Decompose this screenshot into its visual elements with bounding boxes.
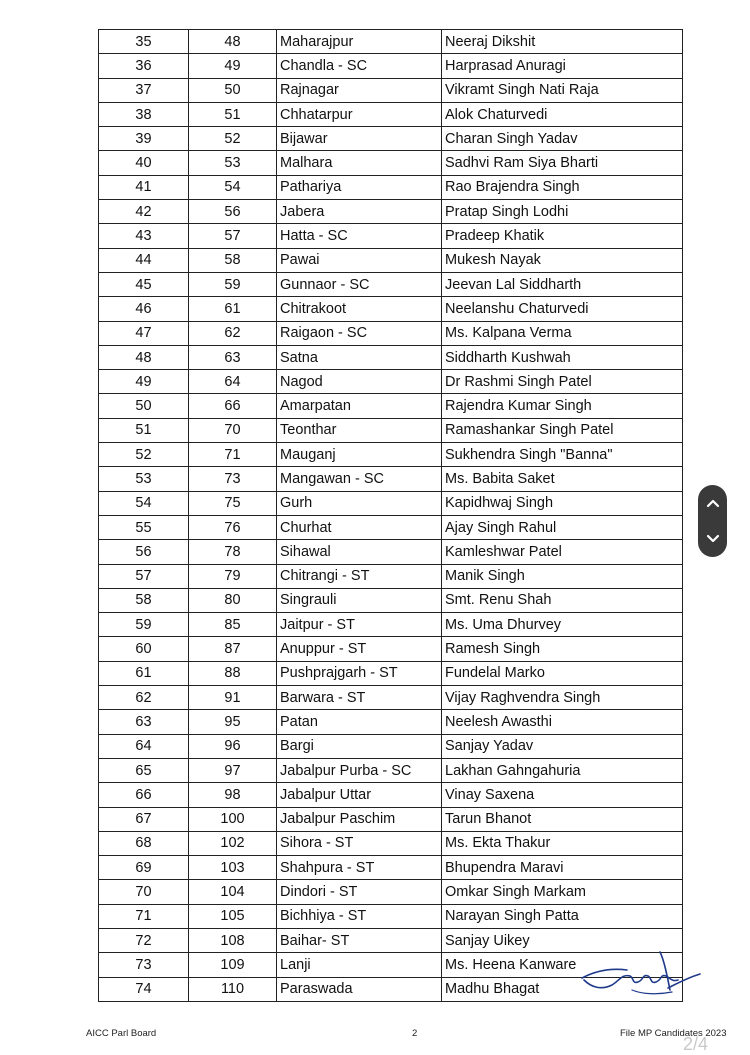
- table-row: [99, 370, 683, 394]
- table-row: [99, 321, 683, 345]
- ac-number-cell: 59: [189, 272, 277, 296]
- candidate-name-cell: Mukesh Nayak: [442, 248, 683, 272]
- constituency-cell: Hatta - SC: [277, 224, 442, 248]
- serial-cell: 66: [99, 783, 189, 807]
- serial-cell: 50: [99, 394, 189, 418]
- constituency-cell: Churhat: [277, 515, 442, 539]
- serial-cell: 38: [99, 102, 189, 126]
- serial-cell: 48: [99, 345, 189, 369]
- serial-cell: 55: [99, 515, 189, 539]
- candidate-name-cell: Sadhvi Ram Siya Bharti: [442, 151, 683, 175]
- ac-number-cell: 50: [189, 78, 277, 102]
- table-row: [99, 127, 683, 151]
- ac-number-cell: 61: [189, 297, 277, 321]
- table-row: [99, 78, 683, 102]
- table-row: [99, 540, 683, 564]
- constituency-cell: Chandla - SC: [277, 54, 442, 78]
- serial-cell: 74: [99, 977, 189, 1001]
- chevron-down-icon[interactable]: [703, 529, 723, 549]
- ac-number-cell: 96: [189, 734, 277, 758]
- candidate-name-cell: Ms. Babita Saket: [442, 467, 683, 491]
- table-row: [99, 151, 683, 175]
- serial-cell: 63: [99, 710, 189, 734]
- constituency-cell: Pathariya: [277, 175, 442, 199]
- ac-number-cell: 103: [189, 856, 277, 880]
- table-row: [99, 831, 683, 855]
- constituency-cell: Rajnagar: [277, 78, 442, 102]
- constituency-cell: Jabalpur Uttar: [277, 783, 442, 807]
- serial-cell: 47: [99, 321, 189, 345]
- candidate-name-cell: Ms. Uma Dhurvey: [442, 613, 683, 637]
- constituency-cell: Patan: [277, 710, 442, 734]
- page-indicator: 2/4: [683, 1034, 709, 1054]
- table-row: [99, 248, 683, 272]
- table-row: [99, 54, 683, 78]
- candidate-name-cell: Kapidhwaj Singh: [442, 491, 683, 515]
- candidate-name-cell: Fundelal Marko: [442, 661, 683, 685]
- serial-cell: 45: [99, 272, 189, 296]
- constituency-cell: Satna: [277, 345, 442, 369]
- candidate-name-cell: Manik Singh: [442, 564, 683, 588]
- serial-cell: 36: [99, 54, 189, 78]
- candidate-name-cell: Dr Rashmi Singh Patel: [442, 370, 683, 394]
- table-row: [99, 443, 683, 467]
- constituency-cell: Jaitpur - ST: [277, 613, 442, 637]
- ac-number-cell: 76: [189, 515, 277, 539]
- ac-number-cell: 63: [189, 345, 277, 369]
- constituency-cell: Baihar- ST: [277, 928, 442, 952]
- table-row: [99, 515, 683, 539]
- serial-cell: 54: [99, 491, 189, 515]
- footer-left: AICC Parl Board: [86, 1028, 157, 1039]
- ac-number-cell: 71: [189, 443, 277, 467]
- constituency-cell: Barwara - ST: [277, 686, 442, 710]
- candidate-name-cell: Siddharth Kushwah: [442, 345, 683, 369]
- candidate-name-cell: Kamleshwar Patel: [442, 540, 683, 564]
- serial-cell: 59: [99, 613, 189, 637]
- constituency-cell: Gunnaor - SC: [277, 272, 442, 296]
- candidate-name-cell: Madhu Bhagat: [442, 977, 683, 1001]
- constituency-cell: Singrauli: [277, 588, 442, 612]
- table-row: [99, 297, 683, 321]
- candidate-name-cell: Rajendra Kumar Singh: [442, 394, 683, 418]
- table-row: [99, 856, 683, 880]
- candidate-name-cell: Bhupendra Maravi: [442, 856, 683, 880]
- candidate-name-cell: Sanjay Yadav: [442, 734, 683, 758]
- ac-number-cell: 54: [189, 175, 277, 199]
- table-row: [99, 783, 683, 807]
- serial-cell: 60: [99, 637, 189, 661]
- serial-cell: 62: [99, 686, 189, 710]
- table-row: [99, 175, 683, 199]
- serial-cell: 39: [99, 127, 189, 151]
- ac-number-cell: 58: [189, 248, 277, 272]
- table-row: [99, 661, 683, 685]
- candidate-name-cell: Neeraj Dikshit: [442, 30, 683, 54]
- ac-number-cell: 95: [189, 710, 277, 734]
- ac-number-cell: 64: [189, 370, 277, 394]
- constituency-cell: Jabalpur Paschim: [277, 807, 442, 831]
- constituency-cell: Maharajpur: [277, 30, 442, 54]
- candidate-name-cell: Ajay Singh Rahul: [442, 515, 683, 539]
- candidate-name-cell: Omkar Singh Markam: [442, 880, 683, 904]
- serial-cell: 67: [99, 807, 189, 831]
- ac-number-cell: 108: [189, 928, 277, 952]
- serial-cell: 65: [99, 758, 189, 782]
- candidate-name-cell: Harprasad Anuragi: [442, 54, 683, 78]
- table-row: [99, 637, 683, 661]
- ac-number-cell: 53: [189, 151, 277, 175]
- table-row: [99, 807, 683, 831]
- serial-cell: 57: [99, 564, 189, 588]
- candidate-name-cell: Neelanshu Chaturvedi: [442, 297, 683, 321]
- candidates-table-body: [99, 30, 683, 1002]
- table-row: [99, 224, 683, 248]
- candidate-name-cell: Vikramt Singh Nati Raja: [442, 78, 683, 102]
- candidate-name-cell: Vijay Raghvendra Singh: [442, 686, 683, 710]
- table-row: [99, 904, 683, 928]
- table-row: [99, 30, 683, 54]
- ac-number-cell: 109: [189, 953, 277, 977]
- candidate-name-cell: Ms. Heena Kanware: [442, 953, 683, 977]
- serial-cell: 68: [99, 831, 189, 855]
- table-row: [99, 613, 683, 637]
- ac-number-cell: 87: [189, 637, 277, 661]
- candidate-name-cell: Neelesh Awasthi: [442, 710, 683, 734]
- constituency-cell: Lanji: [277, 953, 442, 977]
- candidate-name-cell: Ms. Ekta Thakur: [442, 831, 683, 855]
- serial-cell: 53: [99, 467, 189, 491]
- ac-number-cell: 102: [189, 831, 277, 855]
- ac-number-cell: 51: [189, 102, 277, 126]
- constituency-cell: Paraswada: [277, 977, 442, 1001]
- table-row: [99, 467, 683, 491]
- constituency-cell: Sihora - ST: [277, 831, 442, 855]
- candidate-name-cell: Sukhendra Singh "Banna": [442, 443, 683, 467]
- constituency-cell: Nagod: [277, 370, 442, 394]
- serial-cell: 35: [99, 30, 189, 54]
- candidate-name-cell: Alok Chaturvedi: [442, 102, 683, 126]
- constituency-cell: Bargi: [277, 734, 442, 758]
- serial-cell: 41: [99, 175, 189, 199]
- signature-image: [572, 940, 707, 1005]
- serial-cell: 73: [99, 953, 189, 977]
- serial-cell: 71: [99, 904, 189, 928]
- ac-number-cell: 98: [189, 783, 277, 807]
- serial-cell: 69: [99, 856, 189, 880]
- ac-number-cell: 80: [189, 588, 277, 612]
- ac-number-cell: 110: [189, 977, 277, 1001]
- constituency-cell: Chitrangi - ST: [277, 564, 442, 588]
- constituency-cell: Chitrakoot: [277, 297, 442, 321]
- ac-number-cell: 100: [189, 807, 277, 831]
- candidate-name-cell: Lakhan Gahngahuria: [442, 758, 683, 782]
- candidate-name-cell: Pradeep Khatik: [442, 224, 683, 248]
- serial-cell: 44: [99, 248, 189, 272]
- ac-number-cell: 91: [189, 686, 277, 710]
- table-row: [99, 734, 683, 758]
- table-row: [99, 880, 683, 904]
- constituency-cell: Mauganj: [277, 443, 442, 467]
- candidate-name-cell: Ms. Kalpana Verma: [442, 321, 683, 345]
- constituency-cell: Jabalpur Purba - SC: [277, 758, 442, 782]
- table-row: [99, 418, 683, 442]
- table-row: [99, 588, 683, 612]
- ac-number-cell: 85: [189, 613, 277, 637]
- constituency-cell: Shahpura - ST: [277, 856, 442, 880]
- constituency-cell: Pushprajgarh - ST: [277, 661, 442, 685]
- table-row: [99, 102, 683, 126]
- serial-cell: 37: [99, 78, 189, 102]
- serial-cell: 61: [99, 661, 189, 685]
- serial-cell: 46: [99, 297, 189, 321]
- table-row: [99, 345, 683, 369]
- serial-cell: 40: [99, 151, 189, 175]
- constituency-cell: Jabera: [277, 200, 442, 224]
- candidate-name-cell: Vinay Saxena: [442, 783, 683, 807]
- ac-number-cell: 97: [189, 758, 277, 782]
- constituency-cell: Raigaon - SC: [277, 321, 442, 345]
- table-row: [99, 564, 683, 588]
- table-row: [99, 491, 683, 515]
- candidates-table: [98, 29, 683, 1002]
- ac-number-cell: 48: [189, 30, 277, 54]
- candidate-name-cell: Charan Singh Yadav: [442, 127, 683, 151]
- candidate-name-cell: Smt. Renu Shah: [442, 588, 683, 612]
- constituency-cell: Pawai: [277, 248, 442, 272]
- page-scroll-control: [698, 485, 727, 557]
- ac-number-cell: 75: [189, 491, 277, 515]
- ac-number-cell: 66: [189, 394, 277, 418]
- ac-number-cell: 56: [189, 200, 277, 224]
- constituency-cell: Bijawar: [277, 127, 442, 151]
- serial-cell: 51: [99, 418, 189, 442]
- candidate-name-cell: Ramesh Singh: [442, 637, 683, 661]
- serial-cell: 56: [99, 540, 189, 564]
- ac-number-cell: 78: [189, 540, 277, 564]
- ac-number-cell: 105: [189, 904, 277, 928]
- serial-cell: 70: [99, 880, 189, 904]
- serial-cell: 42: [99, 200, 189, 224]
- candidate-name-cell: Jeevan Lal Siddharth: [442, 272, 683, 296]
- constituency-cell: Sihawal: [277, 540, 442, 564]
- constituency-cell: Chhatarpur: [277, 102, 442, 126]
- serial-cell: 43: [99, 224, 189, 248]
- footer-page-number: 2: [412, 1028, 418, 1039]
- serial-cell: 72: [99, 928, 189, 952]
- footer-right: File MP Candidates 2023: [620, 1028, 727, 1039]
- table-row: [99, 758, 683, 782]
- ac-number-cell: 70: [189, 418, 277, 442]
- candidate-name-cell: Narayan Singh Patta: [442, 904, 683, 928]
- constituency-cell: Dindori - ST: [277, 880, 442, 904]
- candidate-name-cell: Ramashankar Singh Patel: [442, 418, 683, 442]
- ac-number-cell: 104: [189, 880, 277, 904]
- constituency-cell: Bichhiya - ST: [277, 904, 442, 928]
- constituency-cell: Mangawan - SC: [277, 467, 442, 491]
- ac-number-cell: 73: [189, 467, 277, 491]
- serial-cell: 49: [99, 370, 189, 394]
- candidate-name-cell: Sanjay Uikey: [442, 928, 683, 952]
- ac-number-cell: 79: [189, 564, 277, 588]
- table-row: [99, 200, 683, 224]
- candidate-name-cell: Tarun Bhanot: [442, 807, 683, 831]
- constituency-cell: Gurh: [277, 491, 442, 515]
- ac-number-cell: 62: [189, 321, 277, 345]
- ac-number-cell: 52: [189, 127, 277, 151]
- table-row: [99, 272, 683, 296]
- ac-number-cell: 88: [189, 661, 277, 685]
- constituency-cell: Malhara: [277, 151, 442, 175]
- ac-number-cell: 57: [189, 224, 277, 248]
- table-row: [99, 686, 683, 710]
- constituency-cell: Anuppur - ST: [277, 637, 442, 661]
- serial-cell: 52: [99, 443, 189, 467]
- ac-number-cell: 49: [189, 54, 277, 78]
- chevron-up-icon[interactable]: [703, 493, 723, 513]
- serial-cell: 64: [99, 734, 189, 758]
- candidate-name-cell: Rao Brajendra Singh: [442, 175, 683, 199]
- constituency-cell: Teonthar: [277, 418, 442, 442]
- candidate-name-cell: Pratap Singh Lodhi: [442, 200, 683, 224]
- constituency-cell: Amarpatan: [277, 394, 442, 418]
- serial-cell: 58: [99, 588, 189, 612]
- table-row: [99, 710, 683, 734]
- table-row: [99, 394, 683, 418]
